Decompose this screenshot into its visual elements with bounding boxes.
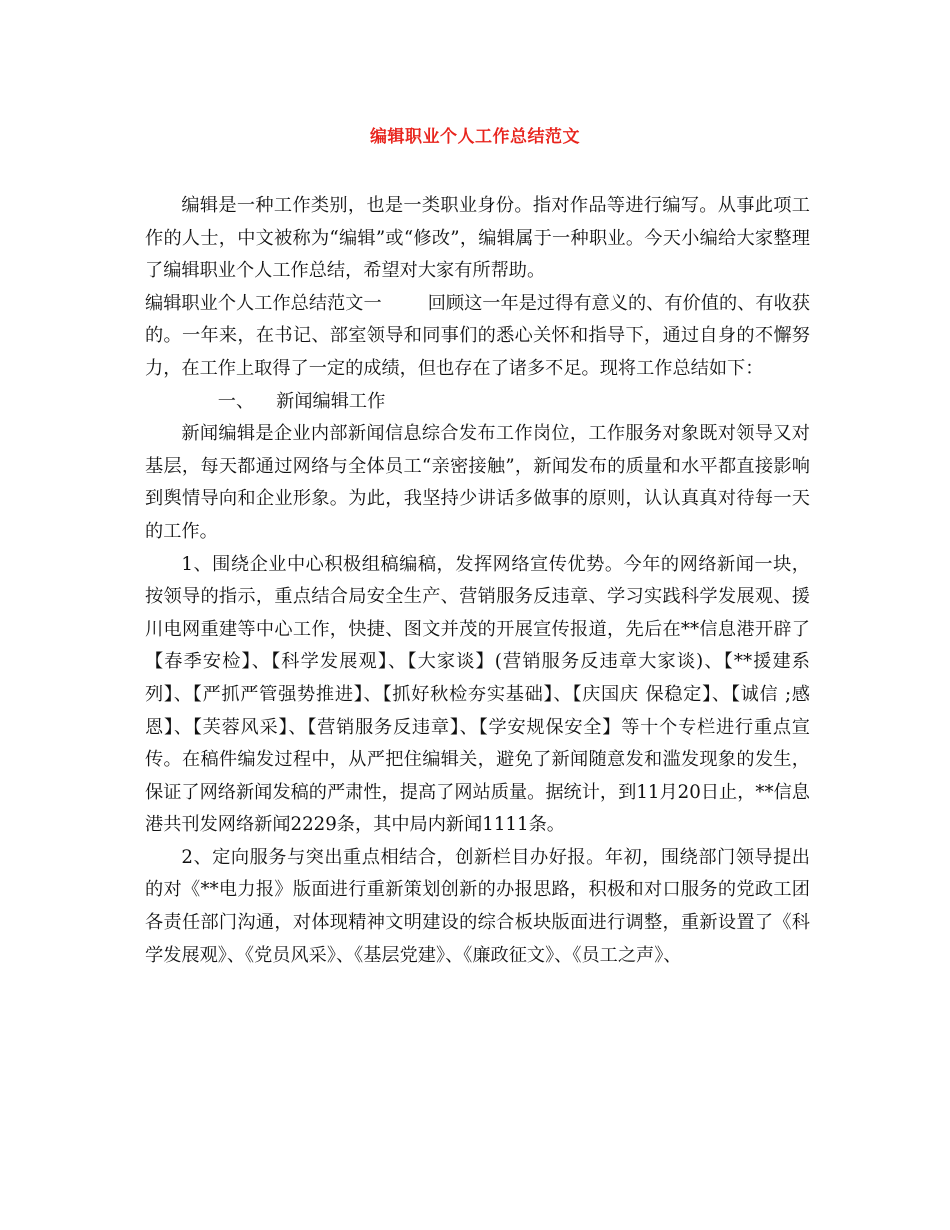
heading-text: 新闻编辑工作: [276, 390, 386, 412]
section-lead: 回顾这一年是过得有意义的、有价值的、有收获的。一年来，在书记、部室领导和同事们的悉心关怀和指导下，通过自身的不懈努力，在工作上取得了一定的成绩，但也存在了诸多不足。现将工作总结如下：: [145, 292, 810, 379]
heading-news-editing: [145, 386, 810, 419]
document-title: 编辑职业个人工作总结范文: [370, 127, 580, 147]
heading-number: 一、: [217, 390, 255, 412]
item-2-paragraph: 2、定向服务与突出重点相结合，创新栏目办好报。年初，围绕部门领导提出的对《**电力报》版面进行重新策划创新的办报思路，积极和对口服务的党政工团各责任部门沟通，对体现精神文明建设的综合板块版面进行调整，重新设置了《科学发展观》、《党员风采》、《基层党建》、《廉政征文》、《员工之声》、: [145, 846, 810, 966]
document-body: [145, 190, 810, 972]
item-1-paragraph: 1、围绕企业中心积极组稿编稿，发挥网络宣传优势。今年的网络新闻一块，按领导的指示，重点结合局安全生产、营销服务反违章、学习实践科学发展观、援川电网重建等中心工作，快捷、图文并茂的开展宣传报道，先后在**信息港开辟了【春季安检】、【科学发展观】、【大家谈】(营销服务反违章大家谈)、【**援建系列】、【严抓严管强势推进】、【抓好秋检夯实基础】、【庆国庆 保稳定】、【诚信 ;感恩】、【芙蓉风采】、【营销服务反违章】、【学安规保安全】等十个专栏进行重点宣传。在稿件编发过程中，从严把住编辑关，避免了新闻随意发和滥发现象的发生，保证了网络新闻发稿的严肃性，提高了网站质量。据统计，到11月20日止，**信息港共刊发网络新闻2229条，其中局内新闻1111条。: [145, 553, 810, 836]
section-title: 编辑职业个人工作总结范文一: [145, 292, 382, 314]
section-paragraph: [145, 288, 810, 386]
news-editing-paragraph: 新闻编辑是企业内部新闻信息综合发布工作岗位，工作服务对象既对领导又对基层，每天都通过网络与全体员工“亲密接触”，新闻发布的质量和水平都直接影响到舆情导向和企业形象。为此，我坚持少讲话多做事的原则，认认真真对待每一天的工作。: [145, 423, 810, 542]
intro-paragraph: 编辑是一种工作类别，也是一类职业身份。指对作品等进行编写。从事此项工作的人士，中文被称为“编辑”或“修改”，编辑属于一种职业。今天小编给大家整理了编辑职业个人工作总结，希望对大家有所帮助。: [145, 195, 810, 282]
